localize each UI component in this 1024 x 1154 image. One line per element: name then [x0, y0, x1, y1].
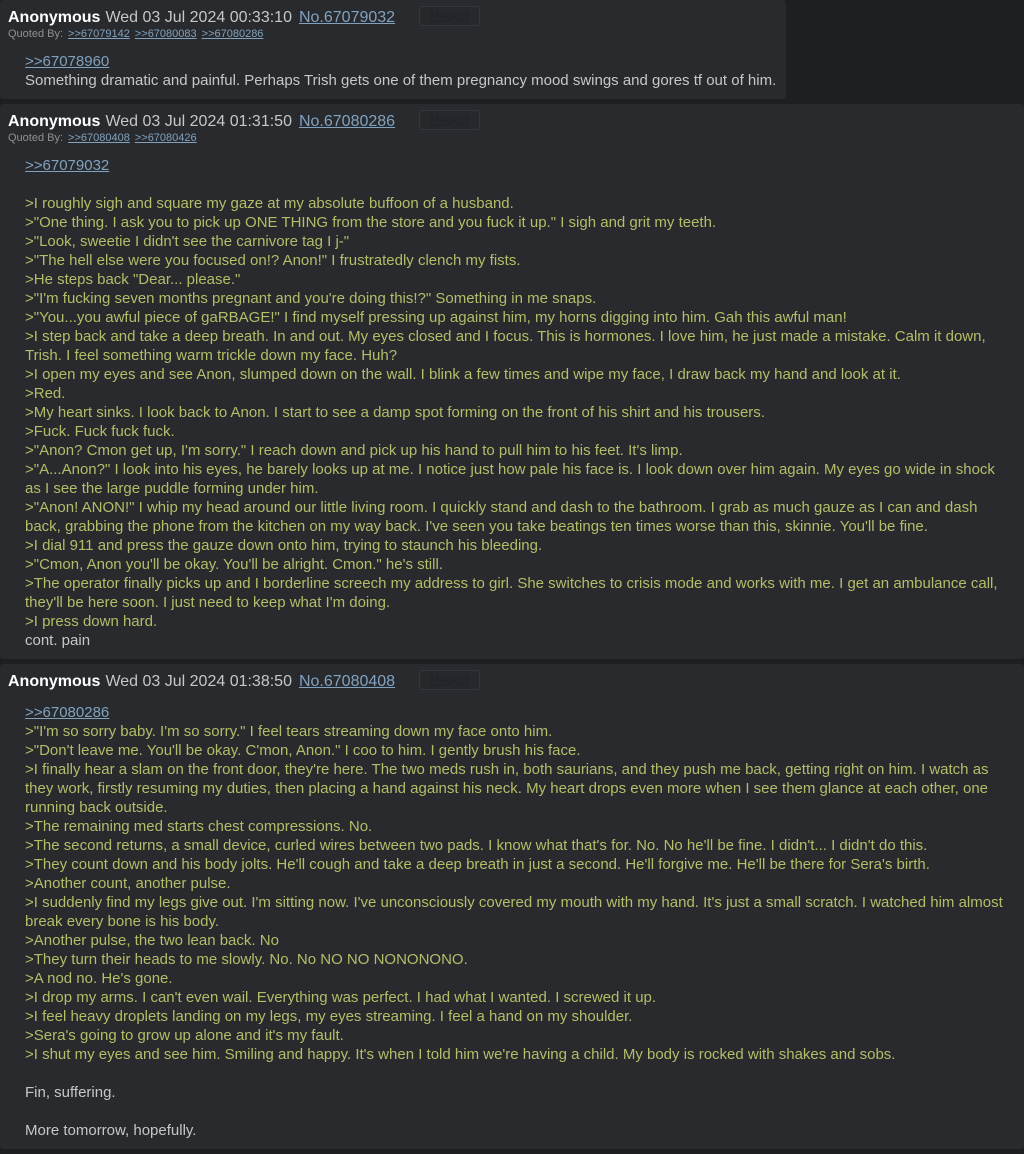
greentext-line: >"You...you awful piece of gaRBAGE!" I find myself pressing up against him, my horns digging into him. Gah this awful man!: [25, 309, 847, 326]
post-line: More tomorrow, hopefully.: [25, 1122, 197, 1139]
quoted-by: [8, 28, 777, 41]
quote-link[interactable]: >>67079032: [25, 157, 110, 174]
post-line: Fin, suffering.: [25, 1084, 116, 1101]
greentext-line: >"Cmon, Anon you'll be okay. You'll be alright. Cmon." he's still.: [25, 556, 443, 573]
blank-line: [25, 1102, 1014, 1121]
greentext-line: >The operator finally picks up and I borderline screech my address to girl. She switches to crisis mode and works with me. I get an ambulance call, they'll be here soon. I just need to keep what I'm doing.: [25, 575, 1002, 611]
greentext-line: >The second returns, a small device, curled wires between two pads. I know what that's for. No. No he'll be fine. I didn't... I didn't do this.: [25, 837, 928, 854]
quote-link-line: [25, 52, 776, 71]
quote-link[interactable]: >>67078960: [25, 53, 110, 70]
backlink[interactable]: >>67080426: [134, 132, 197, 144]
post-line: cont. pain: [25, 632, 91, 649]
greentext-line: >"Anon! ANON!" I whip my head around our little living room. I quickly stand and dash to the bathroom. I grab as much gauze as I can and dash back, grabbing the phone from the kitchen on my way back. I've seen you take beatings ten times worse than this, skinnie. You'll be fine.: [25, 499, 982, 535]
backlinks: [63, 28, 263, 40]
backlinks: [63, 132, 197, 144]
greentext-line: >I dial 911 and press the gauze down onto him, trying to staunch his bleeding.: [25, 537, 543, 554]
greentext-line: >The remaining med starts chest compressions. No.: [25, 818, 373, 835]
backlink[interactable]: >>67080083: [134, 28, 197, 40]
quote-link-line: [25, 703, 1014, 722]
post-header: [8, 670, 1015, 692]
post-body: [25, 156, 1014, 650]
greentext-line: >I suddenly find my legs give out. I'm sitting now. I've unconsciously covered my mouth with my hand. It's just a small scratch. I watched him almost break every bone is his body.: [25, 894, 1007, 930]
backlink[interactable]: >>67080286: [201, 28, 264, 40]
greentext-line: >Another count, another pulse.: [25, 875, 231, 892]
report-button[interactable]: Report: [419, 6, 480, 26]
poster-name: Anonymous: [8, 673, 101, 690]
greentext-line: >My heart sinks. I look back to Anon. I start to see a damp spot forming on the front of his shirt and his trousers.: [25, 404, 765, 421]
greentext-line: >"One thing. I ask you to pick up ONE THING from the store and you fuck it up." I sigh and grit my teeth.: [25, 214, 717, 231]
greentext-line: >He steps back "Dear... please.": [25, 271, 241, 288]
post-body: [25, 52, 776, 90]
poster-name: Anonymous: [8, 113, 101, 130]
post-datetime: Wed 03 Jul 2024 00:33:10: [105, 9, 292, 26]
backlink[interactable]: >>67079142: [68, 28, 130, 40]
post-body: [25, 703, 1014, 1140]
post-number-link[interactable]: No.67080408: [298, 673, 396, 690]
post-line: Something dramatic and painful. Perhaps Trish gets one of them pregnancy mood swings and gores tf out of him.: [25, 72, 777, 89]
greentext-line: >A nod no. He's gone.: [25, 970, 173, 987]
post-number-link[interactable]: No.67080286: [298, 113, 396, 130]
greentext-line: >Sera's going to grow up alone and it's my fault.: [25, 1027, 344, 1044]
greentext-line: >Fuck. Fuck fuck fuck.: [25, 423, 175, 440]
greentext-line: >"Look, sweetie I didn't see the carnivore tag I j-": [25, 233, 350, 250]
greentext-line: >I finally hear a slam on the front door, they're here. The two meds rush in, both saurians, and they push me back, getting right on him. I watch as they work, firstly resuming my duties, then placing a hand against his neck. My heart drops even more when I see them glance at each other, one running back outside.: [25, 761, 993, 816]
blank-line: [25, 1064, 1014, 1083]
greentext-line: >"I'm fucking seven months pregnant and you're doing this!?" Something in me snaps.: [25, 290, 597, 307]
quoted-by-label: Quoted By:: [8, 132, 64, 144]
post: [0, 664, 1024, 1149]
greentext-line: >Another pulse, the two lean back. No: [25, 932, 279, 949]
greentext-line: >They count down and his body jolts. He'll cough and take a deep breath in just a second. He'll forgive me. He'll be there for Sera's birth.: [25, 856, 930, 873]
post: [0, 0, 786, 99]
greentext-line: >Red.: [25, 385, 66, 402]
report-button[interactable]: Report: [419, 110, 480, 130]
post-datetime: Wed 03 Jul 2024 01:31:50: [105, 113, 292, 130]
post: [0, 104, 1024, 659]
quote-link-line: [25, 156, 1014, 175]
greentext-line: >They turn their heads to me slowly. No. No NO NO NONONONO.: [25, 951, 468, 968]
poster-name: Anonymous: [8, 9, 101, 26]
greentext-line: >I roughly sigh and square my gaze at my absolute buffoon of a husband.: [25, 195, 514, 212]
post-number-link[interactable]: No.67079032: [298, 9, 396, 26]
greentext-line: >"Don't leave me. You'll be okay. C'mon, Anon." I coo to him. I gently brush his face.: [25, 742, 581, 759]
greentext-line: >I drop my arms. I can't even wail. Everything was perfect. I had what I wanted. I screwed it up.: [25, 989, 657, 1006]
greentext-line: >I press down hard.: [25, 613, 158, 630]
greentext-line: >"The hell else were you focused on!? Anon!" I frustratedly clench my fists.: [25, 252, 521, 269]
greentext-line: >I feel heavy droplets landing on my legs, my eyes streaming. I feel a hand on my shoulder.: [25, 1008, 633, 1025]
post-header: [8, 6, 777, 28]
backlink[interactable]: >>67080408: [68, 132, 130, 144]
post-datetime: Wed 03 Jul 2024 01:38:50: [105, 673, 292, 690]
greentext-line: >"Anon? Cmon get up, I'm sorry." I reach down and pick up his hand to pull him to his feet. It's limp.: [25, 442, 683, 459]
greentext-line: >I step back and take a deep breath. In and out. My eyes closed and I focus. This is hormones. I love him, he just made a mistake. Calm it down, Trish. I feel something warm trickle down my face. Huh?: [25, 328, 990, 364]
blank-line: [25, 175, 1014, 194]
greentext-line: >"A...Anon?" I look into his eyes, he barely looks up at me. I notice just how pale his face is. I look down over him again. My eyes go wide in shock as I see the large puddle forming under him.: [25, 461, 1000, 497]
greentext-line: >I open my eyes and see Anon, slumped down on the wall. I blink a few times and wipe my face, I draw back my hand and look at it.: [25, 366, 901, 383]
quote-link[interactable]: >>67080286: [25, 704, 110, 721]
greentext-line: >I shut my eyes and see him. Smiling and happy. It's when I told him we're having a child. My body is rocked with shakes and sobs.: [25, 1046, 896, 1063]
report-button[interactable]: Report: [419, 670, 480, 690]
greentext-line: >"I'm so sorry baby. I'm so sorry." I feel tears streaming down my face onto him.: [25, 723, 553, 740]
quoted-by-label: Quoted By:: [8, 28, 64, 40]
quoted-by: [8, 132, 1015, 145]
post-header: [8, 110, 1015, 132]
